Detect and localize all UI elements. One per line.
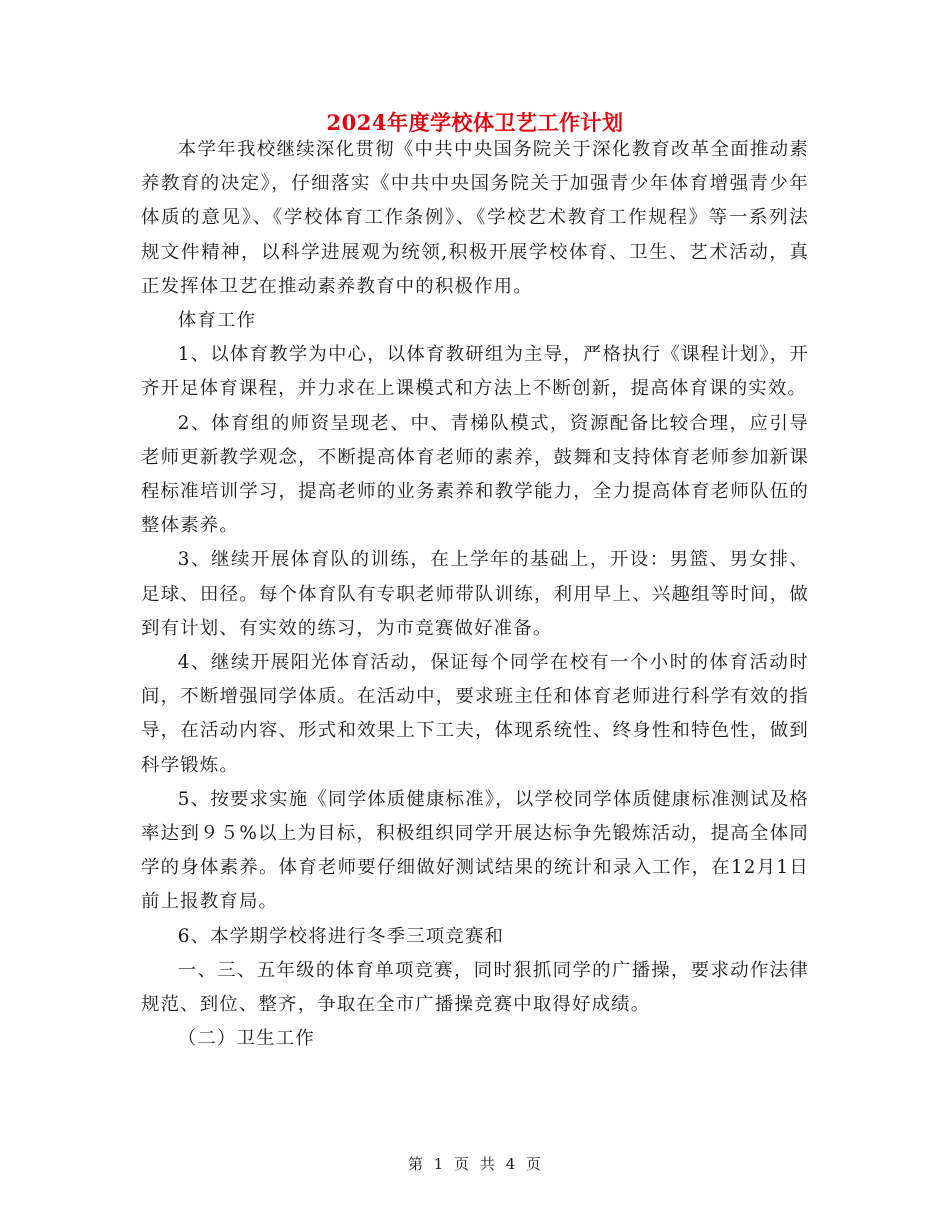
pe-item-1: 1、以体育教学为中心，以体育教研组为主导，严格执行《课程计划》，开齐开足体育课程，并力求在上课模式和方法上不断创新，提高体育课的实效。 [141,344,809,400]
pe-item-4: 4、继续开展阳光体育活动，保证每个同学在校有一个小时的体育活动时间，不断增强同学体质。在活动中，要求班主任和体育老师进行科学有效的指导，在活动内容、形式和效果上下工夫，体现系统性、终身性和特色性，做到科学锻炼。 [141,652,809,776]
section-heading-pe: 体育工作 [177,310,257,332]
footer-page-unit: 页 [454,1155,471,1173]
document-title: 2024年度学校体卫艺工作计划 [326,110,624,135]
intro-paragraph: 本学年我校继续深化贯彻《中共中央国务院关于深化教育改革全面推动素养教育的决定》，仔细落实《中共中央国务院关于加强青少年体育增强青少年体质的意见》、《学校体育工作条例》、《学校艺术教育工作规程》等一系列法规文件精神，以科学进展观为统领,积极开展学校体育、卫生、艺术活动，真正发挥体卫艺在推动素养教育中的积极作用。 [141,139,809,297]
pe-item-5: 5、按要求实施《同学体质健康标准》，以学校同学体质健康标准测试及格率达到９５%以上为目标，积极组织同学开展达标争先锻炼活动，提高全体同学的身体素养。体育老师要仔细做好测试结果的统计和录入工作，在12月1日前上报教育局。 [141,788,809,913]
footer-prefix: 第 [407,1155,424,1173]
pe-item-6-continued: 一、三、五年级的体育单项竞赛，同时狠抓同学的广播操，要求动作法律规范、到位、整齐，争取在全市广播操竞赛中取得好成绩。 [141,959,809,1016]
footer-total-pages: 4 [505,1155,517,1173]
pe-item-6: 6、本学期学校将进行冬季三项竞赛和 [177,925,505,947]
footer-page-number: 1 [433,1155,445,1173]
pe-item-3: 3、继续开展体育队的训练，在上学年的基础上，开设：男篮、男女排、足球、田径。每个体育队有专职老师带队训练，利用早上、兴趣组等时间，做到有计划、有实效的练习，为市竞赛做好准备。 [141,549,809,639]
page-footer [0,1153,950,1174]
footer-total-prefix: 共 [479,1155,496,1173]
pe-item-2: 2、体育组的师资呈现老、中、青梯队模式，资源配备比较合理，应引导老师更新教学观念，不断提高体育老师的素养，鼓舞和支持体育老师参加新课程标准培训学习，提高老师的业务素养和教学能力，全力提高体育老师队伍的整体素养。 [141,412,809,537]
section-heading-health: （二）卫生工作 [177,1028,315,1050]
document-body [141,133,809,1056]
footer-total-unit: 页 [526,1155,543,1173]
